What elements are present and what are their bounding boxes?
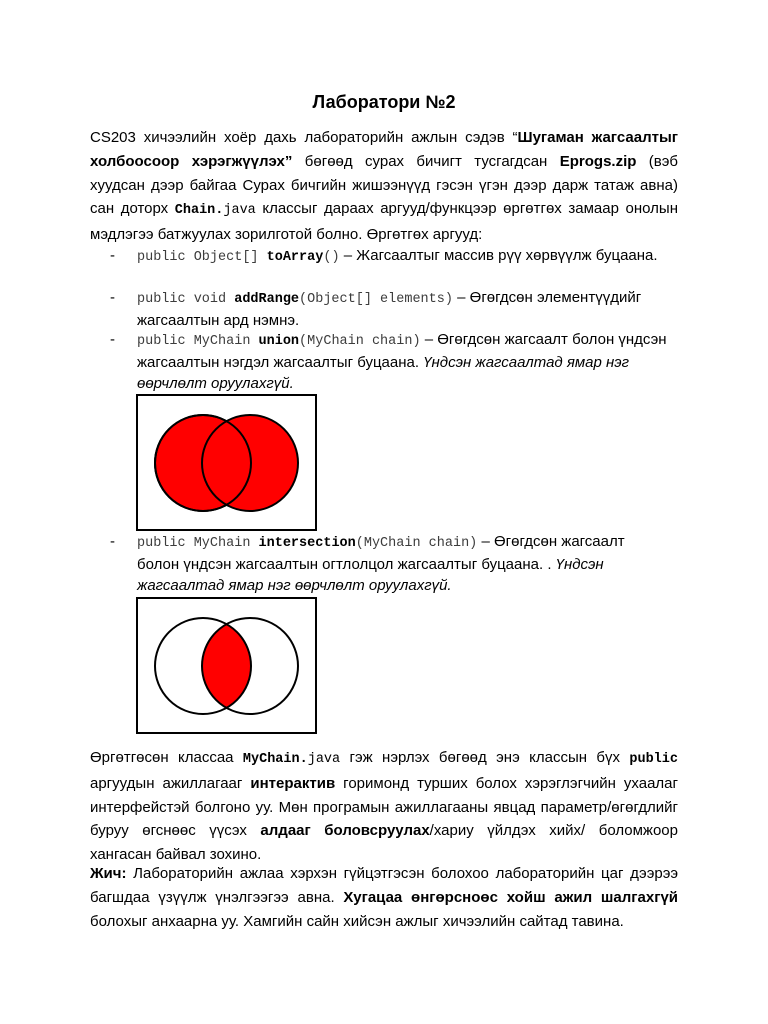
method-description: – Өгөгдсөн элементүүдийг жагсаалтын ард нэмнэ. [137, 289, 642, 329]
method-name: intersection [258, 536, 356, 551]
error-handling-term: алдааг боловсруулах [260, 822, 430, 840]
note-label: Жич: [90, 865, 127, 882]
deadline-warning: Хугацаа өнгөрсноөс хойш ажил шалгахгүй [343, 888, 679, 906]
req-text-2: гэж нэрлэх бөгөөд энэ классын бүх [340, 749, 630, 766]
method-note: Үндсэн жагсаалтад ямар нэг өөрчлөлт оруулахгүй. [137, 556, 604, 594]
note-text-1: Лабораторийн ажлаа хэрхэн гүйцэтгэсэн болохоо лабораторийн цаг дээрээ багшдаа үзүүлж үнэлгээгээ авна. [90, 865, 678, 906]
req-text-1: Өргөтгөсөн классаа [90, 749, 243, 766]
method-signature-prefix: public void [137, 292, 235, 307]
method-name: union [258, 334, 300, 349]
chain-file-name: Chain. [174, 203, 224, 219]
method-params: () [323, 250, 340, 265]
req-text-3: аргуудын ажиллагааг [90, 774, 251, 792]
bullet-dash: - [110, 331, 115, 348]
note-text-2: болохыг анхаарна уу. Хамгийн сайн хийсэн ажлыг хичээлийн сайтад тавина. [90, 912, 624, 930]
method-intersection [137, 531, 667, 596]
mychain-file-name: MyChain. [242, 752, 308, 767]
intro-text-1: CS203 хичээлийн хоёр дахь лабораторийн ажлын сэдэв “ [90, 129, 518, 146]
bullet-dash: - [110, 289, 115, 306]
method-description: – Жагсаалтыг массив рүү хөрвүүлж буцаана. [339, 247, 658, 264]
intro-text-4: классыг дараах аргууд/функцээр өргөтгөх замаар онолын мэдлэгээ батжуулах зорилготой болно. Өргөтгөх аргууд: [90, 200, 678, 244]
method-name: addRange [234, 292, 300, 307]
method-signature-prefix: public Object[] [137, 250, 267, 265]
bullet-dash: - [110, 533, 115, 550]
method-params: (Object[] elements) [299, 292, 453, 307]
note-paragraph [90, 862, 678, 933]
intersection-venn-diagram [136, 597, 317, 734]
method-params: (MyChain chain) [299, 334, 421, 349]
method-note: Үндсэн жагсаалтад ямар нэг өөрчлөлт оруулахгүй. [137, 354, 630, 392]
bullet-dash: - [110, 247, 115, 264]
method-description: – Өгөгдсөн жагсаалт болон үндсэн жагсаалтын огтлолцол жагсаалтыг буцаана. . [137, 533, 625, 573]
req-text-5: /хариу үйлдэх хийх/ боломжоор хангасан байвал зохино. [90, 822, 678, 864]
union-venn-diagram [136, 394, 317, 531]
method-signature-prefix: public MyChain [137, 334, 259, 349]
method-params: (MyChain chain) [355, 536, 478, 551]
method-add-range [137, 287, 667, 331]
method-name: toArray [266, 250, 324, 265]
public-keyword: public [629, 752, 678, 767]
interactive-term: интерактив [250, 774, 336, 792]
eprogs-zip: Eprogs.zip [559, 152, 637, 170]
lab-topic: Шугаман жагсаалтыг холбоосоор хэрэгжүүлэх” [90, 129, 678, 170]
intro-text-3: (вэб хуудсан дээр байгаа Сурах бичгийн жишээнүүд гэсэн үгэн дээр дарж татаж авна) сан доторх [90, 152, 678, 218]
requirements-paragraph [90, 746, 678, 867]
method-description: – Өгөгдсөн жагсаалт болон үндсэн жагсаалтын нэгдэл жагсаалтыг буцаана. [137, 331, 667, 371]
mychain-file-ext: java [307, 752, 341, 767]
intro-paragraph [90, 126, 678, 247]
page-title: Лаборатори №2 [312, 92, 456, 112]
method-union [137, 329, 667, 394]
method-signature-prefix: public MyChain [137, 536, 259, 551]
intro-text-2: бөгөөд сурах бичигт тусгагдсан [292, 152, 560, 170]
chain-file-ext: java [223, 203, 256, 219]
method-to-array [137, 245, 667, 268]
req-text-4: горимонд турших болох хэрэглэгчийн ухаалаг интерфейстэй болгоно уу. Мөн програмын ажиллагааны явцад параметр/өгөгдлийг буруу өгснөөс үүсэх [90, 774, 678, 840]
